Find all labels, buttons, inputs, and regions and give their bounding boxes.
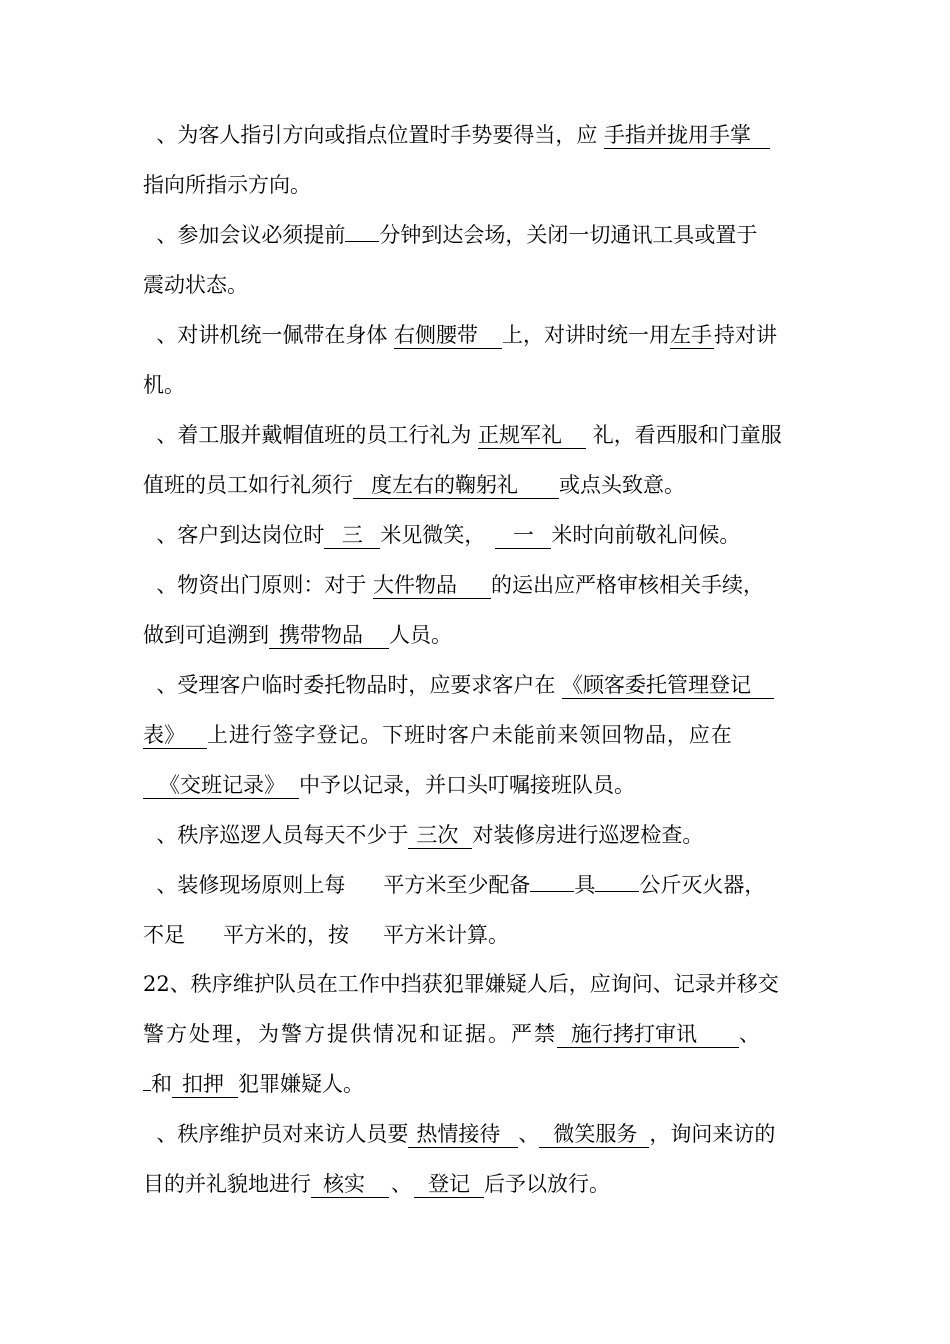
answer-blank: 大件物品 <box>373 572 491 599</box>
answer-blank: 正规军礼 <box>478 422 586 449</box>
answer-blank: 登记 <box>414 1171 484 1198</box>
item-1-line-1 <box>143 121 770 149</box>
answer-blank: 左手 <box>670 323 713 347</box>
question-text: 、 <box>518 1122 540 1146</box>
item-4-line-1 <box>143 421 782 449</box>
question-text: 上，对讲时统一用 <box>502 323 671 347</box>
answer-blank: 右侧腰带 <box>394 322 502 349</box>
answer-blank: 三次 <box>408 822 472 849</box>
question-text: 平方米的，按 <box>223 923 349 947</box>
question-text: 持对讲 <box>714 323 778 347</box>
question-text: ，询问来访的 <box>649 1122 776 1146</box>
question-text: 、为客人指引方向或指点位置时手势要得当，应 <box>143 123 605 147</box>
question-text: 、受理客户临时委托物品时，应要求客户在 <box>143 673 563 697</box>
question-text: 、秩序维护员对来访人员要 <box>143 1122 409 1146</box>
item-9-line-1 <box>143 871 765 899</box>
empty-blank <box>345 241 379 242</box>
question-text: 、 <box>391 1172 412 1196</box>
item-9-line-2 <box>143 921 509 949</box>
item-22-line-2 <box>143 1020 760 1048</box>
question-text: 后予以放行。 <box>484 1172 610 1196</box>
answer-blank: 一 <box>495 522 551 549</box>
question-text: 机。 <box>143 373 185 397</box>
answer-blank: 施行拷打审讯 <box>557 1021 739 1048</box>
question-text: 做到可追溯到 <box>143 623 269 647</box>
question-text: 具 <box>574 873 596 897</box>
question-text: 、物资出门原则：对于 <box>143 573 374 597</box>
item-22-line-1 <box>143 970 779 998</box>
item-6-line-1 <box>143 571 764 599</box>
item-last-line-1 <box>143 1120 775 1148</box>
answer-blank: 热情接待 <box>408 1121 518 1148</box>
question-text: 米时向前敬礼问候。 <box>551 523 741 547</box>
question-text: 中予以记录，并口头叮嘱接班队员。 <box>299 773 635 797</box>
item-22-line-3 <box>143 1070 364 1098</box>
question-text: 米见微笑， <box>380 523 486 547</box>
item-4-line-2 <box>143 471 685 499</box>
question-text: 22、秩序维护队员在工作中挡获犯罪嫌疑人后，应询问、记录并移交 <box>143 972 779 996</box>
item-2-line-2 <box>143 271 248 299</box>
question-text: 指向所指示方向。 <box>143 173 311 197</box>
item-8-line-1 <box>143 821 703 849</box>
question-text: 警方处理，为警方提供情况和证据。严禁 <box>143 1022 557 1046</box>
empty-blank <box>143 1090 151 1091</box>
question-text: 目的并礼貌地进行 <box>143 1172 311 1196</box>
question-text: 平方米至少配备 <box>383 873 531 897</box>
question-text: 和 <box>151 1072 172 1096</box>
question-text: 、秩序巡逻人员每天不少于 <box>143 823 409 847</box>
question-text: 、客户到达岗位时 <box>143 523 325 547</box>
question-text: 或点头致意。 <box>559 473 685 497</box>
question-text: 震动状态。 <box>143 273 248 297</box>
item-7-line-3 <box>143 771 635 799</box>
answer-blank: 携带物品 <box>269 622 389 649</box>
answer-blank: 微笑服务 <box>539 1121 649 1148</box>
question-text: 平方米计算。 <box>383 923 509 947</box>
question-text: 、参加会议必须提前 <box>143 223 346 247</box>
item-7-line-2 <box>143 721 733 749</box>
question-text: 、 <box>739 1022 760 1046</box>
question-text: 值班的员工如行礼须行 <box>143 473 353 497</box>
question-text: 对装修房进行巡逻检查。 <box>472 823 704 847</box>
question-text: 不足 <box>143 923 185 947</box>
item-7-line-1 <box>143 671 774 699</box>
answer-blank: 《顾客委托管理登记 <box>562 672 774 699</box>
item-3-line-1 <box>143 321 777 349</box>
answer-blank: 表》 <box>143 722 207 749</box>
answer-blank: 度左右的鞠躬礼 <box>353 472 559 499</box>
empty-blank <box>595 891 639 892</box>
item-6-line-2 <box>143 621 452 649</box>
question-text: 上进行签字登记。下班时客户未能前来领回物品，应在 <box>207 723 733 747</box>
question-text: 分钟到达会场，关闭一切通讯工具或置于 <box>379 223 758 247</box>
question-text: 公斤灭火器， <box>639 873 766 897</box>
question-text: 、对讲机统一佩带在身体 <box>143 323 395 347</box>
question-text: 犯罪嫌疑人。 <box>238 1072 364 1096</box>
answer-blank: 《交班记录》 <box>143 772 299 799</box>
question-text: 、着工服并戴帽值班的员工行礼为 <box>143 423 479 447</box>
question-text: 、装修现场原则上每 <box>143 873 346 897</box>
answer-blank: 核实 <box>311 1171 389 1198</box>
empty-blank <box>530 891 574 892</box>
item-5-line-1 <box>143 521 740 549</box>
question-text: 的运出应严格审核相关手续， <box>491 573 765 597</box>
question-text: 人员。 <box>389 623 452 647</box>
item-1-line-2 <box>143 171 311 199</box>
answer-blank: 手指并拢用手掌 <box>604 122 770 149</box>
answer-blank: 三 <box>324 522 380 549</box>
item-3-line-2 <box>143 371 185 399</box>
question-text: 礼，看西服和门童服 <box>586 423 782 447</box>
answer-blank: 扣押 <box>172 1071 238 1098</box>
item-2-line-1 <box>143 221 757 249</box>
item-last-line-2 <box>143 1170 610 1198</box>
